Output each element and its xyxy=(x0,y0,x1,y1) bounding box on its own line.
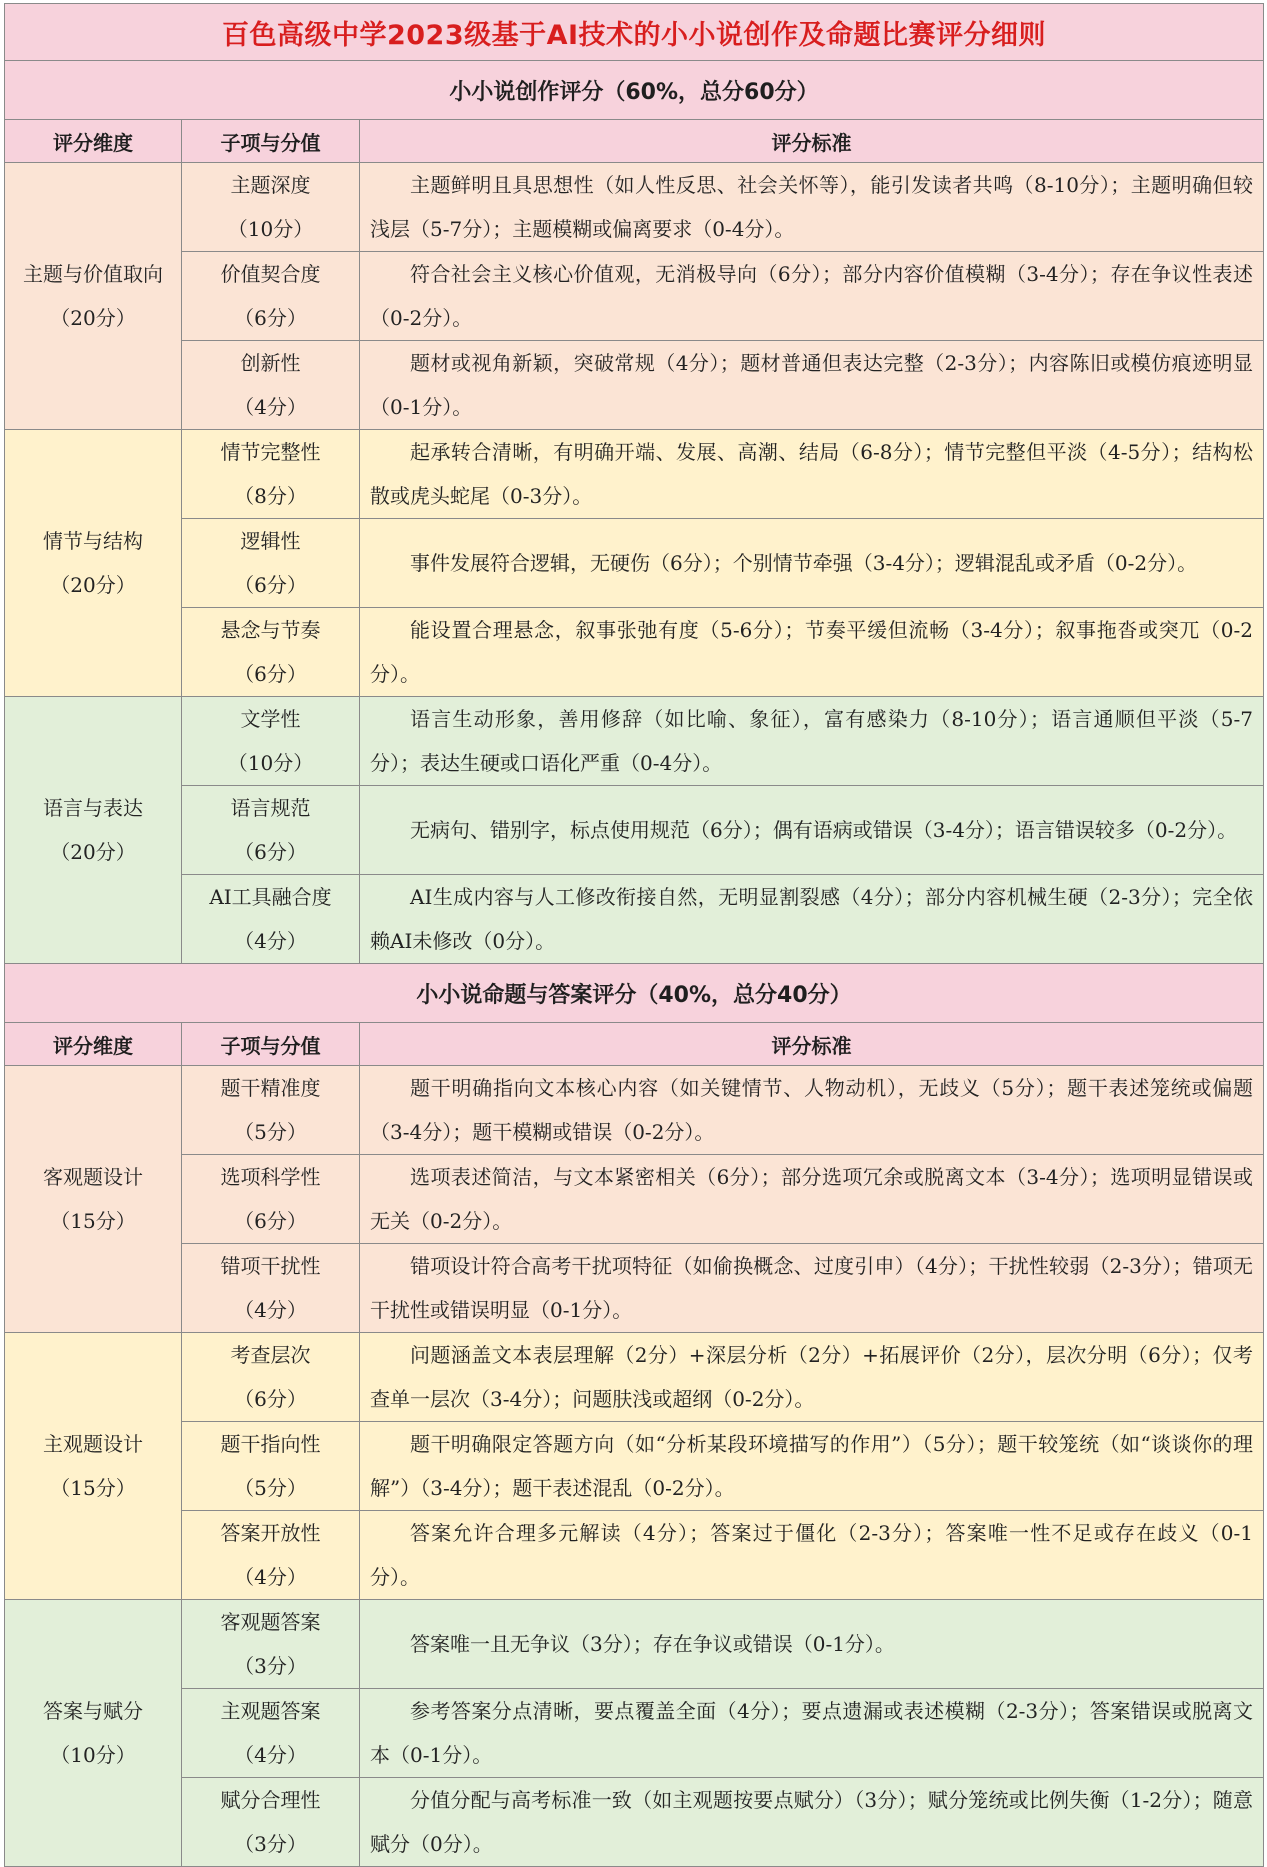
table-row xyxy=(5,1244,1264,1333)
table-header-row xyxy=(5,120,1264,163)
subitem-name: 悬念与节奏 xyxy=(220,618,321,642)
scoring-rubric-document xyxy=(4,3,1263,1867)
subitem-name: 情节完整性 xyxy=(220,440,321,464)
subitem-cell xyxy=(182,1689,360,1778)
dimension-cell xyxy=(5,430,182,697)
subitem-cell xyxy=(182,430,360,519)
subitem-score: （10分） xyxy=(227,217,314,241)
subitem-score: （4分） xyxy=(234,929,307,953)
table-row xyxy=(5,1600,1264,1689)
table-header-row xyxy=(5,1023,1264,1066)
header-criteria: 评分标准 xyxy=(360,120,1264,163)
subitem-cell xyxy=(182,341,360,430)
dimension-score: （20分） xyxy=(50,840,136,864)
criteria-cell: 分值分配与高考标准一致（如主观题按要点赋分）（3分）；赋分笼统或比例失衡（1-2分）；随意赋分（0分）。 xyxy=(360,1778,1264,1867)
dimension-name: 主观题设计 xyxy=(43,1432,143,1456)
subitem-score: （5分） xyxy=(234,1120,307,1144)
subitem-cell xyxy=(182,786,360,875)
criteria-cell: 参考答案分点清晰，要点覆盖全面（4分）；要点遗漏或表述模糊（2-3分）；答案错误或脱离文本（0-1分）。 xyxy=(360,1689,1264,1778)
dimension-name: 客观题设计 xyxy=(43,1165,143,1189)
dimension-score: （15分） xyxy=(50,1209,136,1233)
criteria-cell: AI生成内容与人工修改衔接自然，无明显割裂感（4分）；部分内容机械生硬（2-3分）；完全依赖AI未修改（0分）。 xyxy=(360,875,1264,964)
subitem-name: 文学性 xyxy=(240,707,301,731)
dimension-score: （20分） xyxy=(50,573,136,597)
header-dimension: 评分维度 xyxy=(5,1023,182,1066)
subitem-name: 主观题答案 xyxy=(220,1699,321,1723)
table-row xyxy=(5,786,1264,875)
subitem-score: （6分） xyxy=(234,1209,307,1233)
subitem-score: （6分） xyxy=(234,573,307,597)
table-row xyxy=(5,608,1264,697)
document-title: 百色高级中学2023级基于AI技术的小小说创作及命题比赛评分细则 xyxy=(5,4,1264,61)
subitem-score: （8分） xyxy=(234,484,307,508)
subitem-name: 答案开放性 xyxy=(220,1521,321,1545)
table-row xyxy=(5,252,1264,341)
table-row xyxy=(5,341,1264,430)
criteria-cell: 事件发展符合逻辑，无硬伤（6分）；个别情节牵强（3-4分）；逻辑混乱或矛盾（0-2分）。 xyxy=(360,519,1264,608)
dimension-name: 主题与价值取向 xyxy=(23,262,163,286)
criteria-cell: 起承转合清晰，有明确开端、发展、高潮、结局（6-8分）；情节完整但平淡（4-5分）；结构松散或虎头蛇尾（0-3分）。 xyxy=(360,430,1264,519)
table-row xyxy=(5,163,1264,252)
criteria-cell: 主题鲜明且具思想性（如人性反思、社会关怀等），能引发读者共鸣（8-10分）；主题明确但较浅层（5-7分）；主题模糊或偏离要求（0-4分）。 xyxy=(360,163,1264,252)
table-row xyxy=(5,1422,1264,1511)
subitem-score: （4分） xyxy=(234,1298,307,1322)
subitem-name: 客观题答案 xyxy=(220,1610,321,1634)
table-row xyxy=(5,1066,1264,1155)
subitem-score: （10分） xyxy=(227,751,314,775)
header-subitem: 子项与分值 xyxy=(182,1023,360,1066)
table-row xyxy=(5,1511,1264,1600)
subitem-score: （6分） xyxy=(234,840,307,864)
criteria-cell: 选项表述简洁，与文本紧密相关（6分）；部分选项冗余或脱离文本（3-4分）；选项明显错误或无关（0-2分）。 xyxy=(360,1155,1264,1244)
criteria-cell: 题干明确限定答题方向（如“分析某段环境描写的作用”）（5分）；题干较笼统（如“谈谈你的理解”）（3-4分）；题干表述混乱（0-2分）。 xyxy=(360,1422,1264,1511)
subitem-score: （6分） xyxy=(234,306,307,330)
dimension-name: 答案与赋分 xyxy=(43,1699,143,1723)
subitem-score: （3分） xyxy=(234,1832,307,1856)
subitem-name: 选项科学性 xyxy=(220,1165,321,1189)
rubric-table xyxy=(4,3,1264,1867)
subitem-name: AI工具融合度 xyxy=(209,885,332,909)
subitem-cell xyxy=(182,163,360,252)
header-criteria: 评分标准 xyxy=(360,1023,1264,1066)
header-dimension: 评分维度 xyxy=(5,120,182,163)
subitem-cell xyxy=(182,608,360,697)
dimension-score: （15分） xyxy=(50,1476,136,1500)
criteria-cell: 题干明确指向文本核心内容（如关键情节、人物动机），无歧义（5分）；题干表述笼统或偏题（3-4分）；题干模糊或错误（0-2分）。 xyxy=(360,1066,1264,1155)
header-subitem: 子项与分值 xyxy=(182,120,360,163)
dimension-cell xyxy=(5,1333,182,1600)
dimension-cell xyxy=(5,1600,182,1867)
subitem-cell xyxy=(182,697,360,786)
table-row xyxy=(5,1333,1264,1422)
subitem-score: （6分） xyxy=(234,1387,307,1411)
dimension-score: （10分） xyxy=(50,1743,136,1767)
subitem-name: 题干精准度 xyxy=(220,1076,321,1100)
criteria-cell: 无病句、错别字，标点使用规范（6分）；偶有语病或错误（3-4分）；语言错误较多（0-2分）。 xyxy=(360,786,1264,875)
subitem-name: 考查层次 xyxy=(230,1343,311,1367)
subitem-score: （4分） xyxy=(234,1565,307,1589)
criteria-cell: 题材或视角新颖，突破常规（4分）；题材普通但表达完整（2-3分）；内容陈旧或模仿痕迹明显（0-1分）。 xyxy=(360,341,1264,430)
criteria-cell: 语言生动形象，善用修辞（如比喻、象征），富有感染力（8-10分）；语言通顺但平淡（5-7分）；表达生硬或口语化严重（0-4分）。 xyxy=(360,697,1264,786)
subitem-score: （3分） xyxy=(234,1654,307,1678)
criteria-cell: 答案唯一且无争议（3分）；存在争议或错误（0-1分）。 xyxy=(360,1600,1264,1689)
subitem-score: （6分） xyxy=(234,662,307,686)
subitem-name: 语言规范 xyxy=(230,796,311,820)
subitem-cell xyxy=(182,519,360,608)
dimension-name: 情节与结构 xyxy=(43,529,143,553)
subitem-score: （4分） xyxy=(234,1743,307,1767)
subitem-name: 创新性 xyxy=(240,351,301,375)
subitem-cell xyxy=(182,1066,360,1155)
dimension-cell xyxy=(5,697,182,964)
table-row xyxy=(5,697,1264,786)
criteria-cell: 错项设计符合高考干扰项特征（如偷换概念、过度引申）（4分）；干扰性较弱（2-3分）；错项无干扰性或错误明显（0-1分）。 xyxy=(360,1244,1264,1333)
section-title: 小小说创作评分（60%，总分60分） xyxy=(5,61,1264,120)
subitem-cell xyxy=(182,1422,360,1511)
subitem-name: 价值契合度 xyxy=(220,262,321,286)
table-row xyxy=(5,1778,1264,1867)
subitem-cell xyxy=(182,1778,360,1867)
subitem-cell xyxy=(182,1511,360,1600)
subitem-cell xyxy=(182,252,360,341)
criteria-cell: 答案允许合理多元解读（4分）；答案过于僵化（2-3分）；答案唯一性不足或存在歧义（0-1分）。 xyxy=(360,1511,1264,1600)
subitem-cell xyxy=(182,1600,360,1689)
subitem-cell xyxy=(182,1333,360,1422)
subitem-cell xyxy=(182,875,360,964)
dimension-name: 语言与表达 xyxy=(43,796,143,820)
section-title: 小小说命题与答案评分（40%，总分40分） xyxy=(5,964,1264,1023)
criteria-cell: 问题涵盖文本表层理解（2分）+深层分析（2分）+拓展评价（2分），层次分明（6分）；仅考查单一层次（3-4分）；问题肤浅或超纲（0-2分）。 xyxy=(360,1333,1264,1422)
subitem-name: 主题深度 xyxy=(230,173,311,197)
table-row xyxy=(5,875,1264,964)
criteria-cell: 能设置合理悬念，叙事张弛有度（5-6分）；节奏平缓但流畅（3-4分）；叙事拖沓或突兀（0-2分）。 xyxy=(360,608,1264,697)
subitem-name: 逻辑性 xyxy=(240,529,301,553)
subitem-score: （5分） xyxy=(234,1476,307,1500)
subitem-cell xyxy=(182,1244,360,1333)
subitem-name: 题干指向性 xyxy=(220,1432,321,1456)
table-row xyxy=(5,1689,1264,1778)
table-row xyxy=(5,519,1264,608)
subitem-cell xyxy=(182,1155,360,1244)
subitem-name: 错项干扰性 xyxy=(220,1254,321,1278)
dimension-score: （20分） xyxy=(50,306,136,330)
dimension-cell xyxy=(5,163,182,430)
table-row xyxy=(5,430,1264,519)
dimension-cell xyxy=(5,1066,182,1333)
criteria-cell: 符合社会主义核心价值观，无消极导向（6分）；部分内容价值模糊（3-4分）；存在争议性表述（0-2分）。 xyxy=(360,252,1264,341)
subitem-name: 赋分合理性 xyxy=(220,1788,321,1812)
subitem-score: （4分） xyxy=(234,395,307,419)
table-row xyxy=(5,1155,1264,1244)
